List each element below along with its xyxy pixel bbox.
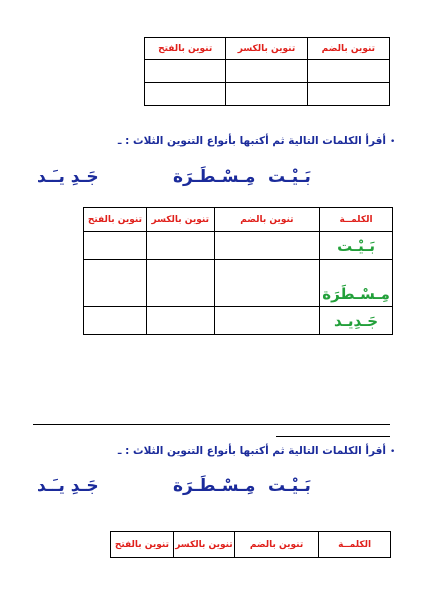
cell-fatha bbox=[84, 260, 147, 307]
cell-damma bbox=[307, 83, 389, 106]
header-fatha: تنوين بالفتح bbox=[145, 38, 226, 60]
word-jadid: جَـدِ يـَـد bbox=[37, 167, 99, 187]
table-word-mistara: مِـسْـطَرَة bbox=[320, 260, 393, 307]
header-word: الكلمــة bbox=[319, 532, 391, 558]
cell-fatha bbox=[145, 83, 226, 106]
cell-kasra bbox=[146, 307, 214, 335]
header-kasra: تنوين بالكسر bbox=[226, 38, 307, 60]
cell-fatha bbox=[145, 60, 226, 83]
cell-fatha bbox=[84, 307, 147, 335]
cell-kasra bbox=[226, 83, 307, 106]
word-bayt: بَـيْـت bbox=[268, 167, 311, 187]
cell-kasra bbox=[146, 260, 214, 307]
cell-damma bbox=[214, 260, 319, 307]
divider-line bbox=[33, 424, 390, 425]
header-damma: تنوين بالضم bbox=[307, 38, 389, 60]
instruction: أقرأ الكلمات التالية ثم أكتبها بأنواع التنوين الثلاث : ـ bbox=[117, 135, 386, 147]
header-fatha: تنوين بالفتح bbox=[84, 208, 147, 232]
header-damma: تنوين بالضم bbox=[234, 532, 318, 558]
top-table bbox=[144, 37, 390, 106]
instruction-overline bbox=[276, 436, 390, 437]
middle-table bbox=[83, 207, 393, 335]
header-damma: تنوين بالضم bbox=[214, 208, 319, 232]
cell-damma bbox=[214, 307, 319, 335]
instruction: أقرأ الكلمات التالية ثم أكتبها بأنواع التنوين الثلاث : ـ bbox=[117, 445, 386, 457]
word-jadid: جَـدِ يـَـد bbox=[37, 476, 99, 496]
header-word: الكلمــة bbox=[320, 208, 393, 232]
header-fatha: تنوين بالفتح bbox=[111, 532, 174, 558]
cell-fatha bbox=[84, 232, 147, 260]
table-word-jadid: جَـدِيـد bbox=[320, 307, 393, 335]
word-bayt: بَـيْـت bbox=[268, 476, 311, 496]
header-kasra: تنوين بالكسر bbox=[173, 532, 234, 558]
word-mistara: مِـسْـطَـرَة bbox=[173, 167, 256, 187]
cell-damma bbox=[307, 60, 389, 83]
table-word-bayt: بَـيْـت bbox=[320, 232, 393, 260]
bullet: • bbox=[390, 447, 396, 457]
cell-kasra bbox=[226, 60, 307, 83]
bullet: • bbox=[390, 137, 396, 147]
cell-damma bbox=[214, 232, 319, 260]
word-mistara: مِـسْـطَـرَة bbox=[173, 476, 256, 496]
header-kasra: تنوين بالكسر bbox=[146, 208, 214, 232]
cell-kasra bbox=[146, 232, 214, 260]
bottom-table bbox=[110, 531, 391, 558]
